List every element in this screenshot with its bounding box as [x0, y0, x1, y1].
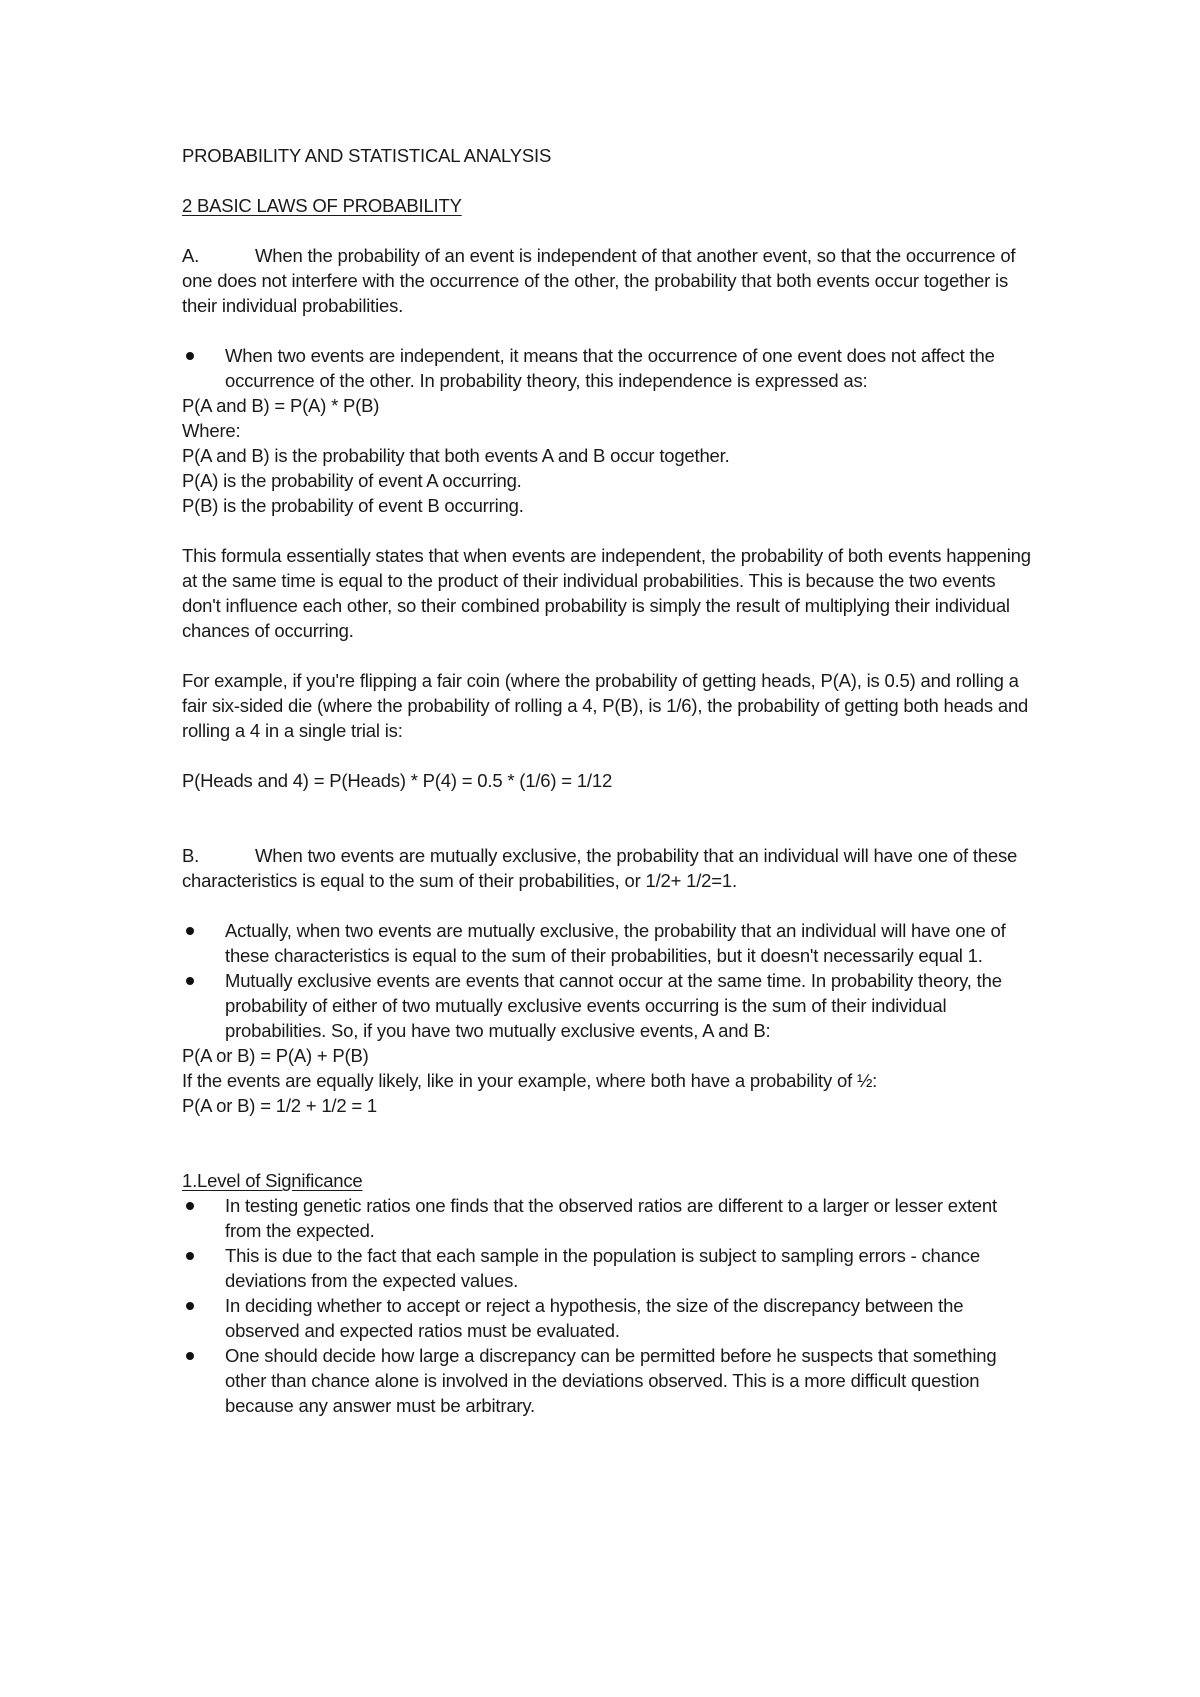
list-item: When two events are independent, it means that the occurrence of one event does not affect the occurrence of the other. In probability theory, this independence is expressed as:	[182, 343, 1032, 393]
list-item: In testing genetic ratios one finds that the observed ratios are different to a larger or lesser extent from the expected.	[182, 1193, 1032, 1243]
law-a-example: For example, if you're flipping a fair coin (where the probability of getting heads, P(A), is 0.5) and rolling a fair six-sided die (where the probability of rolling a 4, P(B), is 1/6), the probability of getting both heads and rolling a 4 in a single trial is:	[182, 670, 1029, 741]
definition-line: P(A) is the probability of event A occurring.	[182, 470, 522, 491]
law-a-paragraph	[182, 243, 1032, 318]
definition-line: P(B) is the probability of event B occurring.	[182, 495, 524, 516]
bullet-icon	[186, 1202, 194, 1210]
law-a-explanation: This formula essentially states that when events are independent, the probability of both events happening at the same time is equal to the product of their individual probabilities. This is because the two events don't influence each other, so their combined probability is simply the result of multiplying their individual chances of occurring.	[182, 545, 1031, 641]
bullet-icon	[186, 927, 194, 935]
law-b-formula: P(A or B) = P(A) + P(B)	[182, 1045, 369, 1066]
list-item: Actually, when two events are mutually exclusive, the probability that an individual will have one of these characteristics is equal to the sum of their probabilities, but it doesn't necessarily equal 1.	[182, 918, 1032, 968]
definition-line: P(A and B) is the probability that both events A and B occur together.	[182, 445, 730, 466]
law-a-label: A.	[182, 245, 200, 266]
list-item: In deciding whether to accept or reject a hypothesis, the size of the discrepancy between the observed and expected ratios must be evaluated.	[182, 1293, 1032, 1343]
bullet-icon	[186, 1252, 194, 1260]
law-a-text: When the probability of an event is independent of that another event, so that the occurrence of one does not interfere with the occurrence of the other, the probability that both events occur together is their individual probabilities.	[182, 245, 1016, 316]
law-b-bullet-list	[182, 918, 1032, 1043]
law-b-text: When two events are mutually exclusive, the probability that an individual will have one of these characteristics is equal to the sum of their probabilities, or 1/2+ 1/2=1.	[182, 845, 1018, 891]
law-b-note: If the events are equally likely, like in your example, where both have a probability of ½:	[182, 1070, 878, 1091]
law-a-example-formula: P(Heads and 4) = P(Heads) * P(4) = 0.5 * (1/6) = 1/12	[182, 770, 613, 791]
significance-heading: 1.Level of Significance	[182, 1170, 363, 1191]
bullet-icon	[186, 1302, 194, 1310]
law-b-result: P(A or B) = 1/2 + 1/2 = 1	[182, 1095, 378, 1116]
document-page	[182, 143, 1032, 1418]
law-b-paragraph	[182, 843, 1032, 893]
list-item: This is due to the fact that each sample in the population is subject to sampling errors - chance deviations from the expected values.	[182, 1243, 1032, 1293]
significance-bullet-list	[182, 1193, 1032, 1418]
where-label: Where:	[182, 420, 241, 441]
law-a-bullet-list	[182, 343, 1032, 393]
law-b-label: B.	[182, 845, 200, 866]
list-item: One should decide how large a discrepancy can be permitted before he suspects that something other than chance alone is involved in the deviations observed. This is a more difficult question because any answer must be arbitrary.	[182, 1343, 1032, 1418]
bullet-icon	[186, 977, 194, 985]
bullet-icon	[186, 352, 194, 360]
section-heading: 2 BASIC LAWS OF PROBABILITY	[182, 195, 462, 216]
list-item: Mutually exclusive events are events that cannot occur at the same time. In probability theory, the probability of either of two mutually exclusive events occurring is the sum of their individual probabilities. So, if you have two mutually exclusive events, A and B:	[182, 968, 1032, 1043]
document-title: PROBABILITY AND STATISTICAL ANALYSIS	[182, 145, 552, 166]
bullet-icon	[186, 1352, 194, 1360]
law-a-formula: P(A and B) = P(A) * P(B)	[182, 395, 380, 416]
